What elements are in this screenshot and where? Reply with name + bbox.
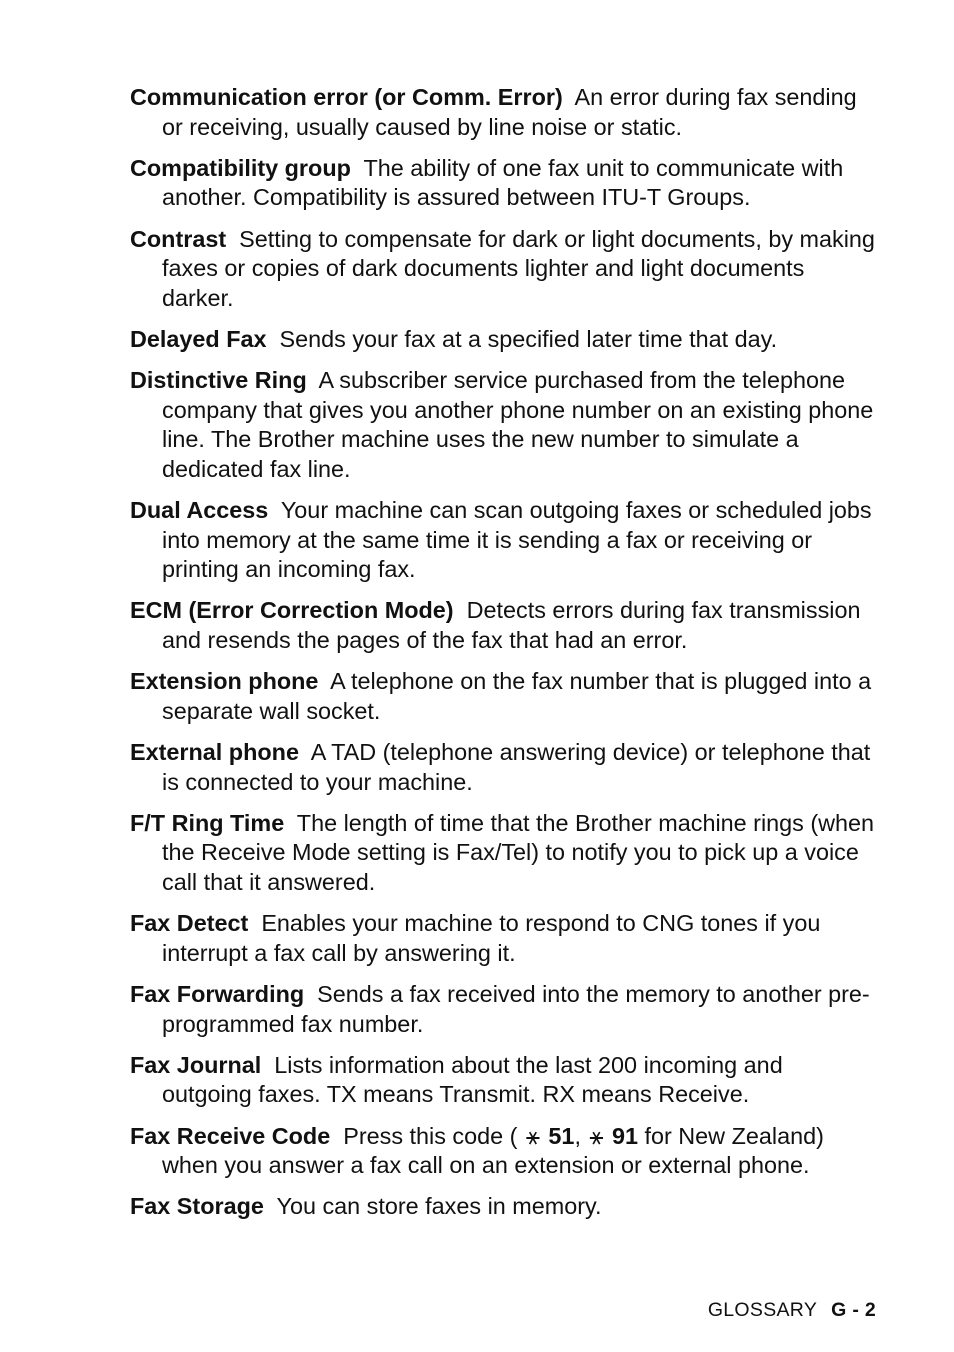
glossary-term: Fax Detect — [130, 910, 249, 937]
glossary-term: Compatibility group — [130, 154, 351, 181]
glossary-entry — [130, 154, 876, 213]
glossary-definition-start: Press this code ( — [343, 1122, 518, 1149]
glossary-list — [130, 83, 876, 1234]
glossary-entry — [130, 909, 876, 968]
glossary-definition: Detects errors during fax transmission and resends the pages of the fax that had an error. — [162, 597, 861, 654]
code-separator: , — [574, 1122, 581, 1149]
glossary-definition-end: for New Zealand) when you answer a fax call on an extension or external phone. — [162, 1122, 824, 1179]
glossary-definition: The length of time that the Brother machine rings (when the Receive Mode setting is Fax/Tel) to notify you to pick up a voice call that it answered. — [162, 809, 875, 895]
glossary-definition: Sends your fax at a specified later time that day. — [279, 325, 778, 352]
glossary-definition: A TAD (telephone answering device) or telephone that is connected to your machine. — [162, 739, 871, 795]
glossary-entry — [130, 738, 876, 797]
receive-code-value: 51 — [548, 1122, 575, 1149]
glossary-entry — [130, 366, 876, 484]
glossary-term: Extension phone — [130, 668, 319, 695]
page-number: G - 2 — [831, 1299, 876, 1321]
glossary-entry — [130, 83, 876, 142]
glossary-entry — [130, 980, 876, 1039]
glossary-term: Distinctive Ring — [130, 367, 307, 394]
glossary-entry — [130, 809, 876, 898]
star-key-icon: ⚹ — [589, 1122, 604, 1149]
glossary-term: External phone — [130, 739, 299, 766]
footer-section-label: GLOSSARY — [707, 1299, 818, 1321]
glossary-definition: An error during fax sending or receiving, usually caused by line noise or static. — [162, 84, 857, 140]
glossary-term: Fax Receive Code — [130, 1122, 331, 1149]
glossary-definition: Your machine can scan outgoing faxes or scheduled jobs into memory at the same time it is sending a fax or receiving or printing an incoming fax. — [162, 497, 872, 583]
glossary-term: ECM (Error Correction Mode) — [130, 597, 454, 624]
star-key-icon: ⚹ — [525, 1122, 540, 1149]
glossary-definition: Sends a fax received into the memory to another pre-programmed fax number. — [162, 980, 870, 1037]
glossary-entry — [130, 496, 876, 585]
glossary-term: Dual Access — [130, 497, 269, 524]
receive-code-value-nz: 91 — [611, 1122, 638, 1149]
glossary-entry — [130, 225, 876, 314]
glossary-entry-fax-receive-code — [130, 1122, 876, 1181]
glossary-entry — [130, 1192, 876, 1222]
glossary-definition: A subscriber service purchased from the telephone company that gives you another phone number on an existing phone line. The Brother machine uses the new number to simulate a dedicated fax line. — [162, 367, 874, 482]
glossary-entry — [130, 325, 876, 355]
glossary-term: Fax Storage — [130, 1193, 264, 1220]
glossary-definition: Lists information about the last 200 incoming and outgoing faxes. TX means Transmit. RX means Receive. — [162, 1051, 783, 1108]
glossary-definition: Setting to compensate for dark or light documents, by making faxes or copies of dark documents lighter and light documents darker. — [162, 225, 875, 311]
glossary-term: Communication error (or Comm. Error) — [130, 84, 563, 110]
glossary-definition: You can store faxes in memory. — [276, 1193, 602, 1220]
glossary-definition: Enables your machine to respond to CNG tones if you interrupt a fax call by answering it. — [162, 910, 821, 966]
glossary-entry — [130, 667, 876, 726]
glossary-definition: A telephone on the fax number that is plugged into a separate wall socket. — [162, 668, 872, 724]
page-footer — [708, 1299, 876, 1322]
glossary-entry — [130, 596, 876, 655]
glossary-definition: The ability of one fax unit to communicate with another. Compatibility is assured between ITU-T Groups. — [162, 154, 844, 211]
glossary-term: Delayed Fax — [130, 325, 267, 352]
glossary-term: Fax Forwarding — [130, 980, 305, 1007]
glossary-term: F/T Ring Time — [130, 809, 285, 836]
glossary-term: Fax Journal — [130, 1051, 262, 1078]
glossary-entry — [130, 1051, 876, 1110]
glossary-term: Contrast — [130, 225, 227, 252]
